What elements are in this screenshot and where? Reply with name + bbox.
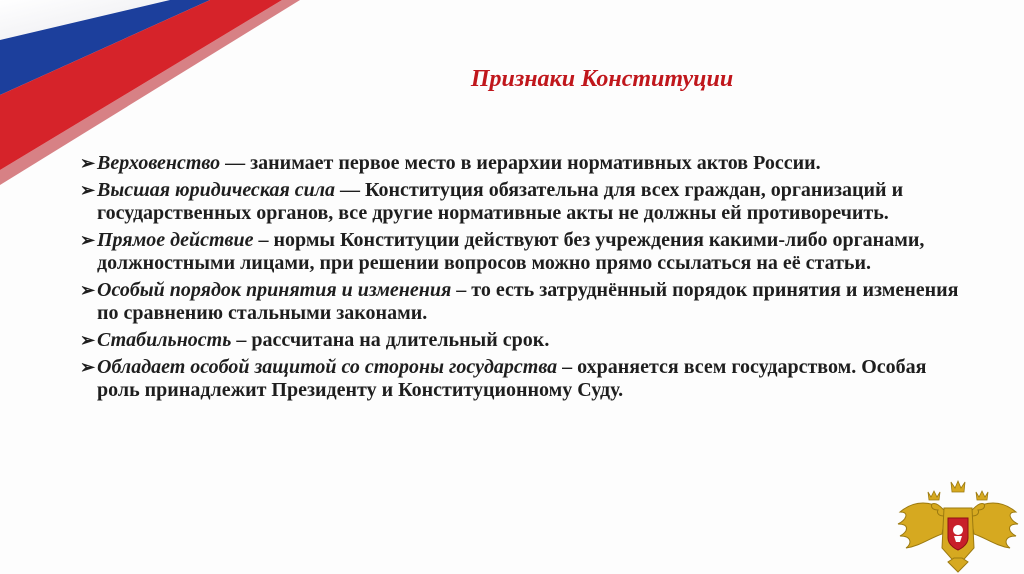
arrow-bullet-icon: ➢ (80, 280, 96, 300)
arrow-bullet-icon: ➢ (80, 180, 96, 200)
coat-of-arms-icon (896, 478, 1020, 574)
features-list (80, 152, 960, 406)
item-term: Верховенство (97, 152, 221, 174)
list-item (80, 152, 960, 175)
item-text: то есть затруднённый порядок принятия и изменения по сравнению стальными законами. (97, 279, 959, 324)
list-item (80, 179, 960, 225)
item-separator: – (451, 279, 472, 301)
list-item (80, 329, 960, 352)
item-term: Стабильность (97, 329, 232, 351)
arrow-bullet-icon: ➢ (80, 230, 96, 250)
arrow-bullet-icon: ➢ (80, 153, 96, 173)
item-term: Особый порядок принятия и изменения (97, 279, 452, 301)
item-text: Конституция обязательна для всех граждан, организаций и государственных органов, все другие нормативные акты не должны ей противоречить. (97, 179, 904, 224)
arrow-bullet-icon: ➢ (80, 357, 96, 377)
item-text: нормы Конституции действуют без учреждения какими-либо органами, должностными лицами, при решении вопросов можно прямо ссылаться на её статьи. (97, 229, 925, 274)
item-separator: – (253, 229, 274, 251)
list-item (80, 356, 960, 402)
page-title: Признаки Конституции (470, 66, 734, 92)
arrow-bullet-icon: ➢ (80, 330, 96, 350)
item-term: Обладает особой защитой со стороны государства (97, 356, 558, 378)
item-separator: – (557, 356, 578, 378)
item-separator: — (220, 152, 251, 174)
list-item (80, 279, 960, 325)
item-text: охраняется всем государством. Особая роль принадлежит Президенту и Конституционному Суду. (97, 356, 927, 401)
item-term: Прямое действие (97, 229, 254, 251)
item-text: рассчитана на длительный срок. (251, 329, 550, 351)
item-term: Высшая юридическая сила (97, 179, 336, 201)
item-text: занимает первое место в иерархии нормативных актов России. (250, 152, 821, 174)
item-separator: — (335, 179, 366, 201)
item-separator: – (231, 329, 252, 351)
list-item (80, 229, 960, 275)
